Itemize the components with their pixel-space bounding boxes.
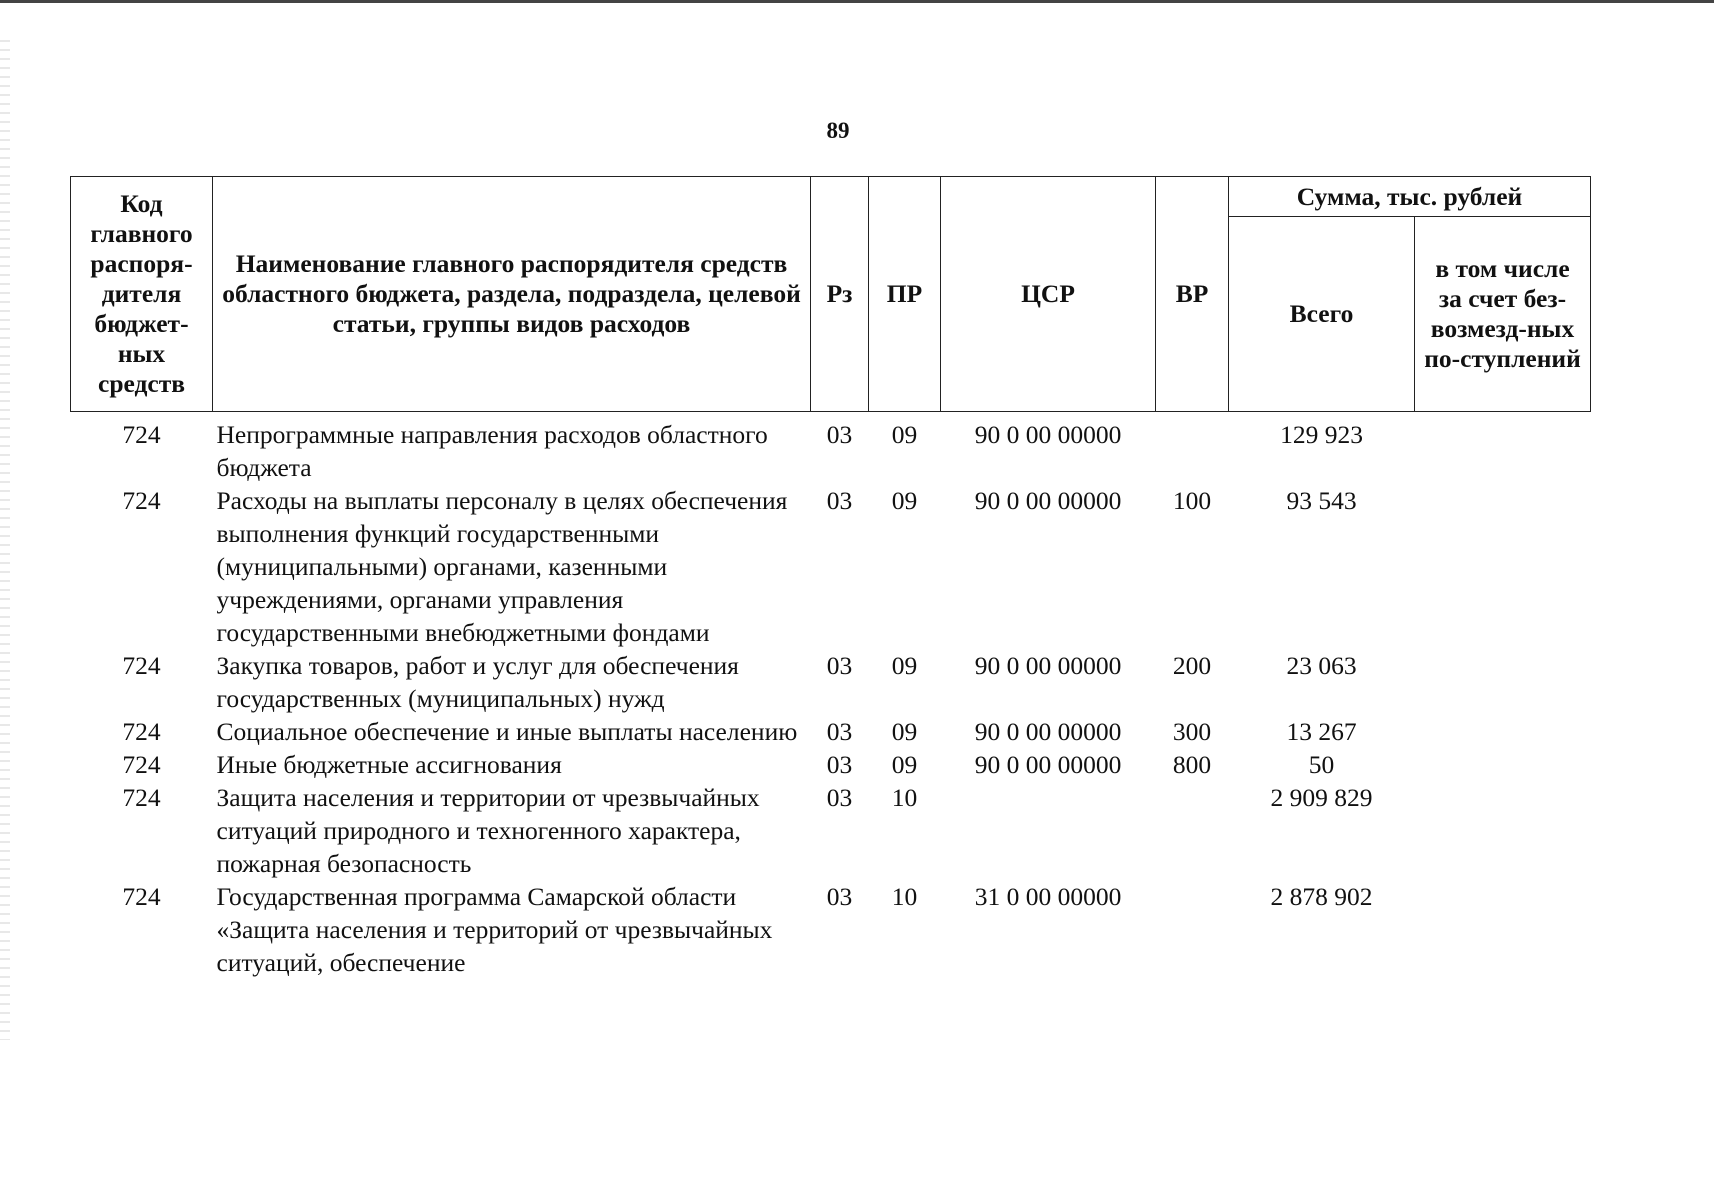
header-csr: ЦСР (941, 177, 1156, 412)
header-vr: ВР (1156, 177, 1229, 412)
cell-pr: 09 (891, 486, 918, 515)
cell-rz: 03 (826, 486, 853, 515)
cell-vr (1156, 412, 1229, 485)
cell-total: 93 543 (1286, 486, 1357, 515)
cell-name: Расходы на выплаты персоналу в целях обеспечения выполнения функций государственными (муниципальными) органами, казенными учреждениями, органами управления государственными внебюджетными фондами (216, 486, 788, 647)
cell-code: 724 (122, 717, 161, 746)
page-number: 89 (826, 118, 850, 143)
cell-grants (1415, 649, 1591, 715)
budget-table (70, 176, 1591, 987)
cell-rz: 03 (826, 783, 853, 812)
cell-name: Закупка товаров, работ и услуг для обеспечения государственных (муниципальных) нужд (216, 651, 739, 713)
cell-code: 724 (122, 651, 161, 680)
cell-code: 724 (122, 750, 161, 779)
cell-csr: 90 0 00 00000 (974, 486, 1122, 515)
cell-total: 2 909 829 (1270, 783, 1373, 812)
cell-total: 23 063 (1286, 651, 1357, 680)
header-incl-grants: в том числе за счет без-возмезд-ных по-ступлений (1415, 217, 1591, 412)
table-row (71, 880, 1591, 987)
cell-grants (1415, 781, 1591, 880)
cell-pr: 09 (891, 651, 918, 680)
cell-csr: 90 0 00 00000 (974, 717, 1122, 746)
cell-name: Социальное обеспечение и иные выплаты населению (216, 717, 798, 746)
header-code: Код главного распоря-дителя бюджет-ных средств (71, 177, 213, 412)
cell-rz: 03 (826, 882, 853, 911)
cell-vr: 100 (1172, 486, 1212, 515)
header-total: Всего (1229, 217, 1415, 412)
header-name: Наименование главного распорядителя средств областного бюджета, раздела, подраздела, целевой статьи, группы видов расходов (213, 177, 811, 412)
cell-csr: 90 0 00 00000 (974, 750, 1122, 779)
cell-rz: 03 (826, 651, 853, 680)
cell-csr: 31 0 00 00000 (974, 882, 1122, 911)
table-row (71, 484, 1591, 649)
cell-vr: 800 (1172, 750, 1212, 779)
cell-grants (1415, 412, 1591, 485)
cell-name: Государственная программа Самарской области «Защита населения и территорий от чрезвычайных ситуаций, обеспечение (216, 882, 773, 977)
cell-vr: 300 (1172, 717, 1212, 746)
cell-rz: 03 (826, 420, 853, 449)
cell-vr: 200 (1172, 651, 1212, 680)
cell-rz: 03 (826, 750, 853, 779)
cell-code: 724 (122, 420, 161, 449)
cell-total: 2 878 902 (1270, 882, 1373, 911)
top-border-line (0, 0, 1714, 3)
cell-name: Защита населения и территории от чрезвычайных ситуаций природного и техногенного характера, пожарная безопасность (216, 783, 760, 878)
table-row (71, 748, 1591, 781)
table-row (71, 649, 1591, 715)
cell-vr (1156, 781, 1229, 880)
table-row (71, 412, 1591, 485)
cell-name: Непрограммные направления расходов областного бюджета (216, 420, 768, 482)
cell-code: 724 (122, 486, 161, 515)
cell-code: 724 (122, 882, 161, 911)
cell-pr: 10 (891, 882, 918, 911)
cell-pr: 09 (891, 750, 918, 779)
cell-csr (941, 781, 1156, 880)
header-sum-group: Сумма, тыс. рублей (1229, 177, 1591, 217)
cell-total: 129 923 (1280, 420, 1363, 449)
cell-csr: 90 0 00 00000 (974, 651, 1122, 680)
cell-grants (1415, 748, 1591, 781)
header-rz: Рз (811, 177, 869, 412)
cell-grants (1415, 484, 1591, 649)
cell-pr: 10 (891, 783, 918, 812)
cell-rz: 03 (826, 717, 853, 746)
cell-csr: 90 0 00 00000 (974, 420, 1122, 449)
cell-pr: 09 (891, 717, 918, 746)
cell-code: 724 (122, 783, 161, 812)
table-row (71, 715, 1591, 748)
scan-edge-noise (0, 40, 10, 1040)
cell-grants (1415, 715, 1591, 748)
cell-total: 13 267 (1286, 717, 1357, 746)
table-row (71, 781, 1591, 880)
cell-name: Иные бюджетные ассигнования (216, 750, 562, 779)
cell-grants (1415, 880, 1591, 987)
cell-pr: 09 (891, 420, 918, 449)
cell-total: 50 (1308, 750, 1335, 779)
header-pr: ПР (869, 177, 941, 412)
cell-vr (1156, 880, 1229, 987)
